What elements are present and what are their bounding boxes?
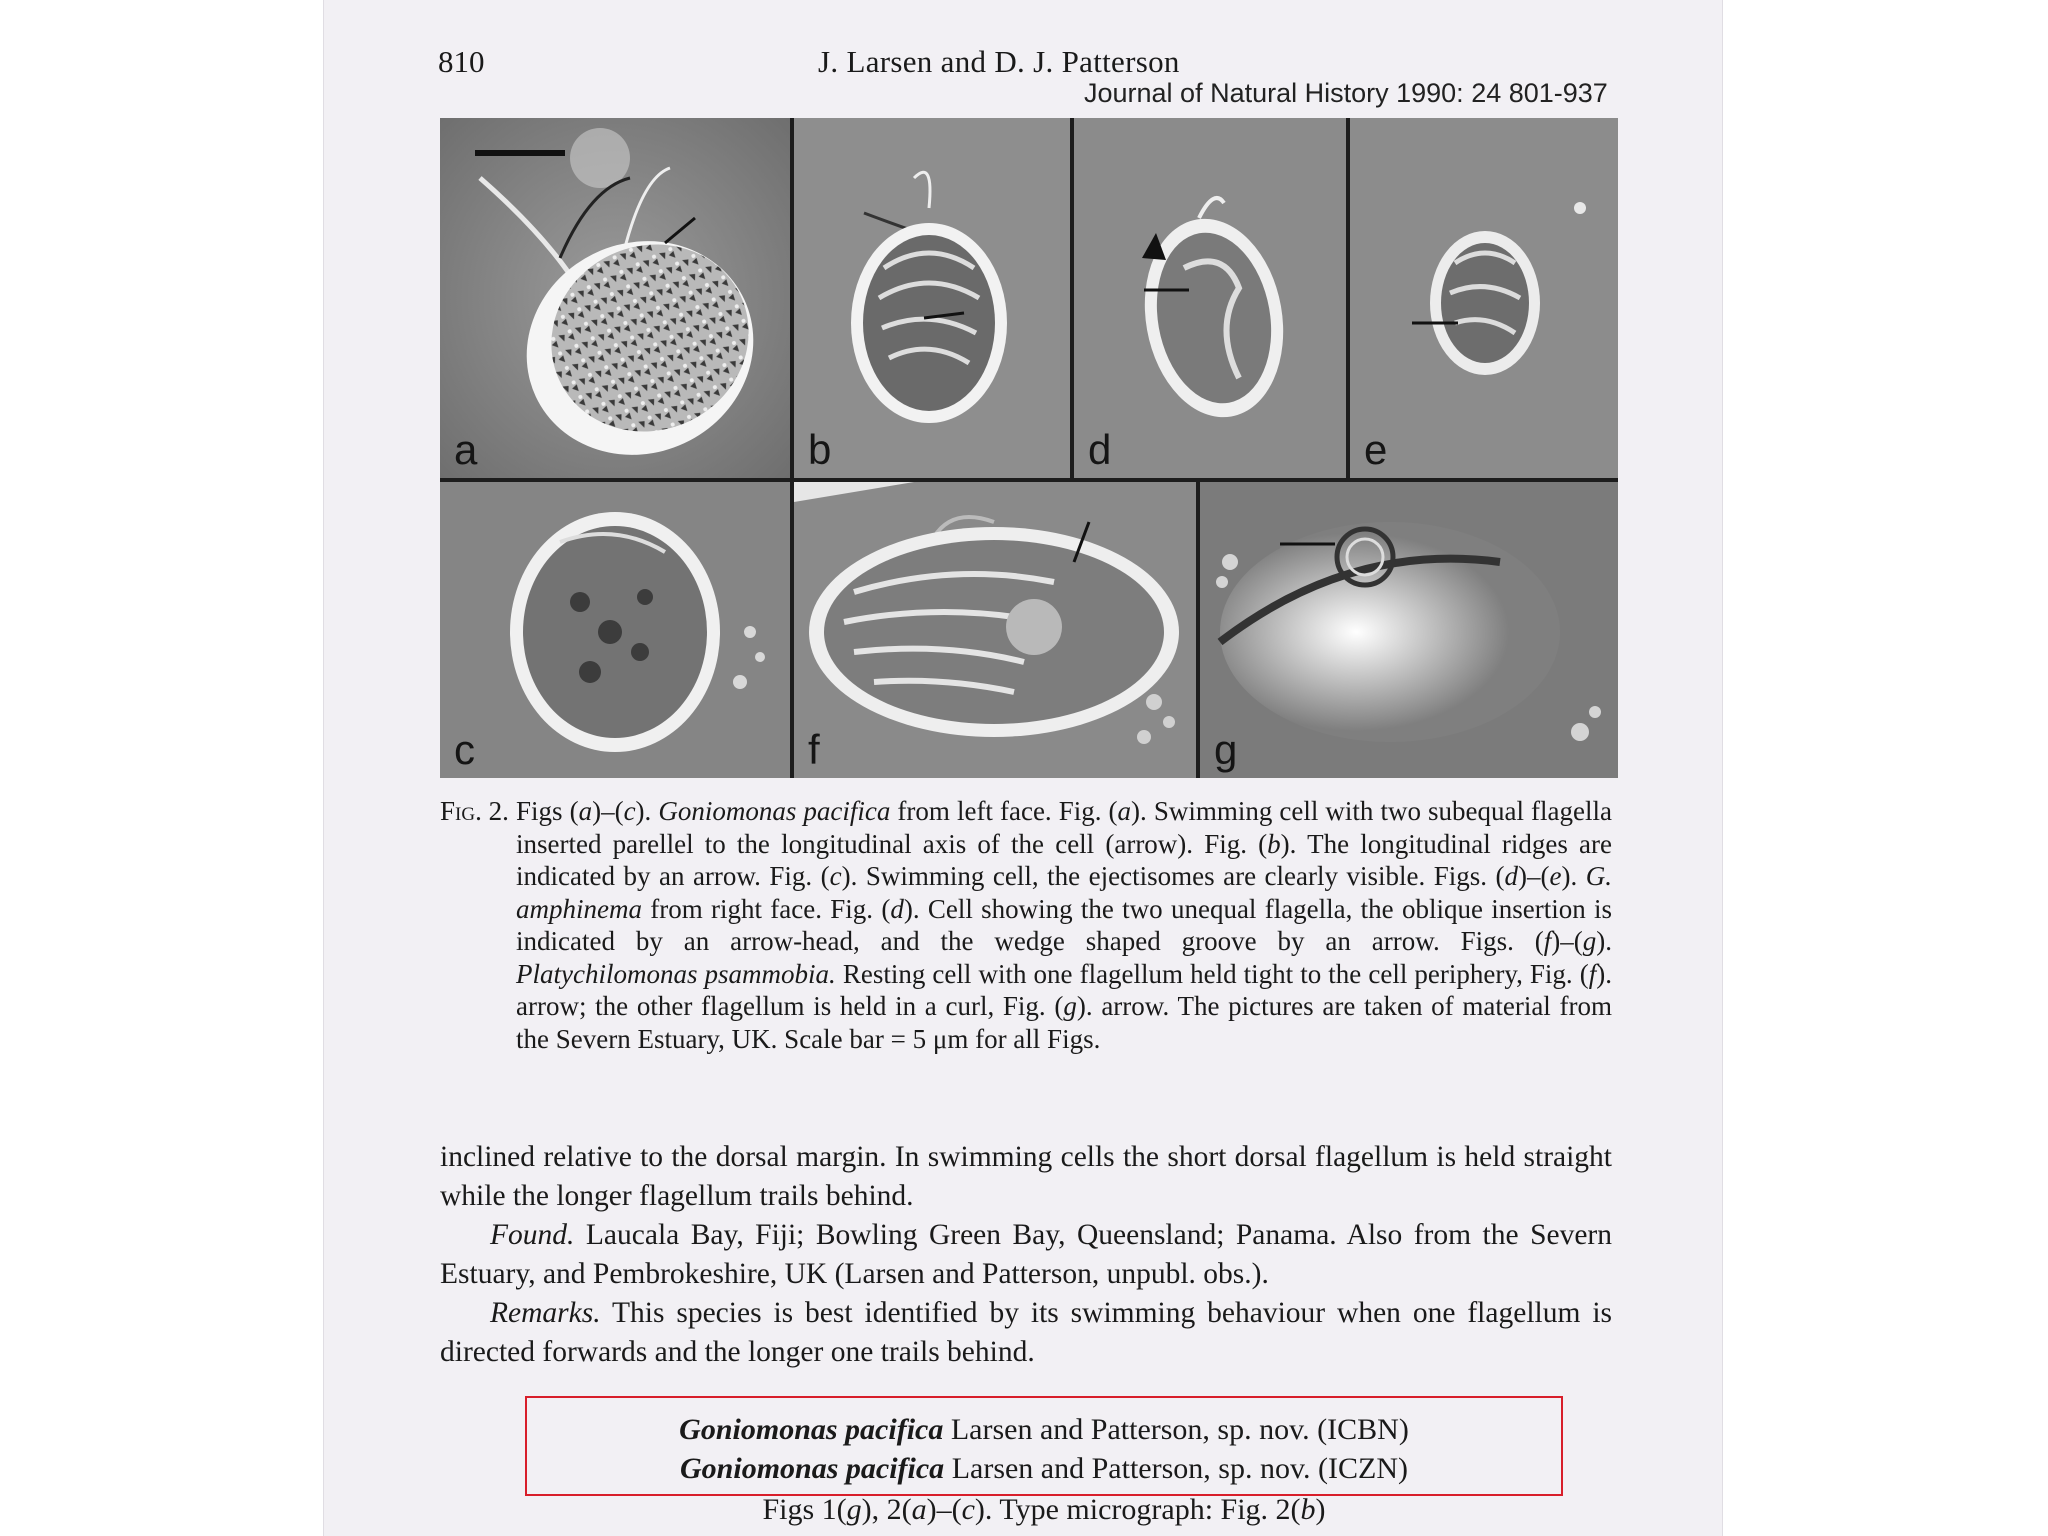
text-run: g (1582, 926, 1597, 956)
text-run: ). (635, 796, 659, 826)
text-run: )–( (1551, 926, 1583, 956)
micrograph-panel-d (1074, 118, 1346, 478)
micrograph-panel-g (1200, 482, 1618, 778)
text-run: d (1504, 861, 1519, 891)
text-run: Figs 1( (762, 1493, 847, 1526)
paragraph-found (440, 1216, 1612, 1294)
text-run: f (1588, 958, 1597, 989)
text-run: c (829, 861, 842, 891)
species-name: Goniomonas pacifica (679, 1413, 944, 1446)
species-name-iczn (525, 1452, 1563, 1486)
text-run: a (1117, 796, 1132, 826)
remarks-label: Remarks. (490, 1297, 601, 1329)
text-run: ). The longitudinal ridges are indicated by an arrow. Fig. ( (516, 828, 1612, 891)
text-run: )–( (592, 796, 624, 826)
panel-label: e (1364, 426, 1388, 473)
text-run: Platychilomonas psammobia. (516, 958, 836, 989)
body-text (440, 1138, 1612, 1372)
panel-label: d (1088, 426, 1112, 473)
text-run: ). arrow; the other flagellum is held in a curl, Fig. ( (516, 958, 1612, 1021)
found-label: Found. (490, 1219, 575, 1251)
micrograph-panel-b (794, 118, 1070, 478)
panel-label: f (808, 726, 820, 773)
page-number: 810 (438, 44, 485, 79)
panel-label: g (1214, 726, 1238, 773)
text-run: from left face. Fig. ( (890, 796, 1118, 826)
text-run: ). arrow. The pictures are taken of material from the Severn Estuary, UK. Scale bar = 5 μm for all Figs. (516, 991, 1612, 1054)
text-run: Resting cell with one flagellum held tight to the cell periphery, Fig. ( (835, 958, 1589, 989)
text-run: G. amphinema (516, 861, 1612, 924)
paragraph: inclined relative to the dorsal margin. In swimming cells the short dorsal flagellum is held straight while the longer flagellum trails behind. (440, 1141, 1612, 1212)
text-run: f (1543, 926, 1552, 956)
journal-citation-stamp: Journal of Natural History 1990: 24 801-937 (1084, 78, 1608, 108)
panel-label: b (808, 426, 832, 473)
text-run: Figs ( (516, 796, 579, 826)
figure-label: Fig. 2. (440, 796, 509, 826)
text-run: ). Type micrograph: Fig. 2( (974, 1493, 1301, 1526)
text-run: )–( (1518, 861, 1550, 891)
text-run: ) (1315, 1493, 1326, 1526)
text-run: )–( (926, 1493, 962, 1526)
species-name-icbn (525, 1413, 1563, 1447)
text-run: ). (1561, 861, 1586, 891)
text-run: c (623, 796, 636, 826)
text-run: b (1300, 1493, 1316, 1526)
micrograph-panel-e (1350, 118, 1618, 478)
text-run: Goniomonas pacifica (658, 796, 891, 826)
text-run: c (961, 1493, 975, 1526)
micrograph-panel-f (794, 482, 1196, 778)
paragraph-remarks (440, 1294, 1612, 1372)
text-run: ). (1596, 926, 1612, 956)
text-run: from right face. Fig. ( (641, 893, 891, 924)
text-run: d (890, 893, 904, 924)
text-run: b (1267, 828, 1281, 859)
text-run: g (1063, 991, 1077, 1021)
running-head: J. Larsen and D. J. Patterson (818, 44, 1180, 79)
figure-caption (440, 795, 1612, 1055)
panel-label: a (454, 426, 478, 473)
figure-plate (440, 118, 1618, 778)
text-run: ). Swimming cell, the ejectisomes are clearly visible. Figs. ( (841, 861, 1505, 891)
figure-reference-line (525, 1493, 1563, 1527)
text-run: a (911, 1493, 927, 1526)
species-authority: Larsen and Patterson, sp. nov. (ICZN) (944, 1452, 1408, 1485)
species-name: Goniomonas pacifica (680, 1452, 945, 1485)
text-run: g (846, 1493, 862, 1526)
text-run: ), 2( (861, 1493, 912, 1526)
text-run: a (578, 796, 593, 826)
species-authority: Larsen and Patterson, sp. nov. (ICBN) (943, 1413, 1409, 1446)
text-run: ). Cell showing the two unequal flagella, the oblique insertion is indicated by an arrow-head, and the wedge shaped groove by an arrow. Figs. ( (516, 893, 1612, 956)
micrograph-panel-c (440, 482, 790, 778)
text-run: ). Swimming cell with two subequal flagella inserted parellel to the longitudinal axis of the cell (arrow). Fig. ( (516, 796, 1612, 859)
panel-label: c (454, 726, 475, 773)
micrograph-panel-a (440, 118, 790, 478)
figure-caption-text (440, 795, 1612, 1055)
text-run: e (1549, 861, 1562, 891)
found-text: Laucala Bay, Fiji; Bowling Green Bay, Queensland; Panama. Also from the Severn Estuary, and Pembrokeshire, UK (Larsen and Patterson, unpubl. obs.). (440, 1219, 1612, 1290)
remarks-text: This species is best identified by its swimming behaviour when one flagellum is directed forwards and the longer one trails behind. (440, 1297, 1612, 1368)
